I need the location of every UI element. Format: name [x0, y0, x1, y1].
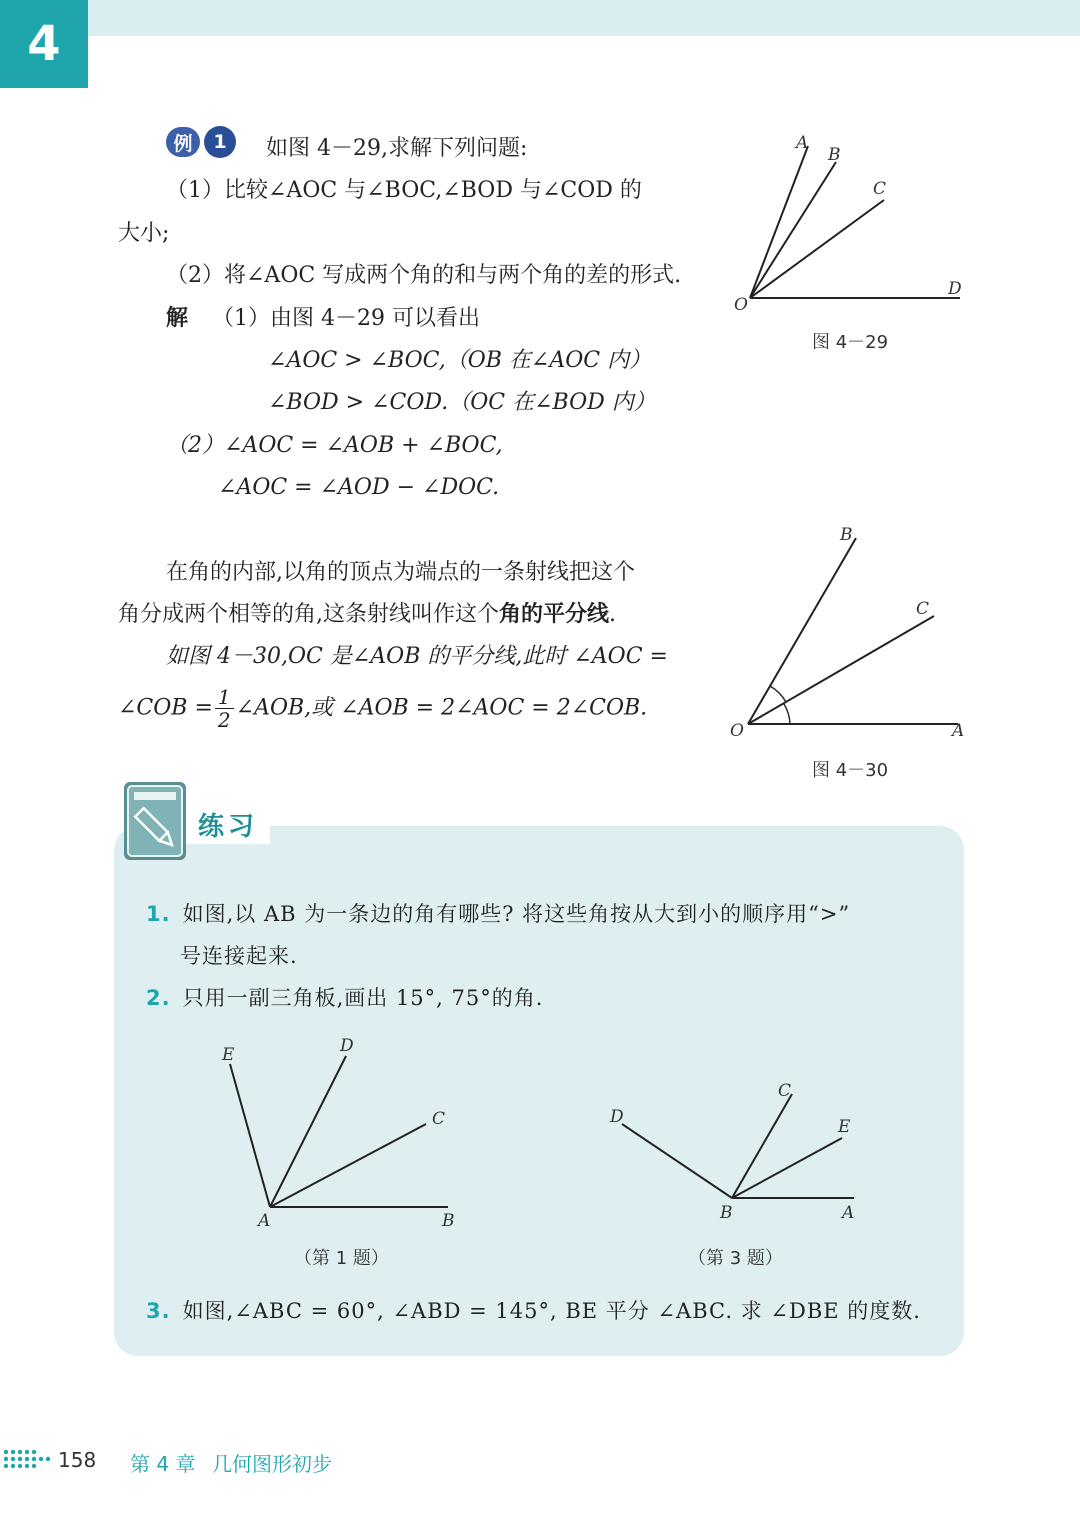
example-badge-char: 例	[166, 127, 200, 157]
ray-BD	[622, 1124, 732, 1198]
solution-1a: ∠AOC > ∠BOC,（OB 在∠AOC 内）	[268, 348, 652, 373]
solution-2b: ∠AOC = ∠AOD − ∠DOC.	[218, 475, 500, 500]
footer-dots-icon	[2, 1444, 54, 1476]
ray-OA	[750, 146, 808, 298]
figure-question-1-caption: （第 1 题）	[294, 1248, 389, 1269]
label-E: E	[222, 1045, 235, 1065]
bisector-p1-line2-text: 角分成两个相等的角,这条射线叫作这个	[118, 602, 499, 627]
label-A: A	[842, 1203, 855, 1223]
ray-OB	[750, 162, 836, 298]
footer-chapter: 第 4 章	[130, 1452, 196, 1476]
label-A: A	[796, 133, 809, 153]
figure-4-29	[728, 128, 968, 358]
example-badge-num: 1	[204, 126, 236, 158]
label-D: D	[610, 1107, 624, 1127]
practice-q1	[146, 901, 850, 927]
practice-title: 练习	[198, 812, 259, 842]
ray-OC	[750, 200, 884, 298]
ray-OB	[748, 538, 856, 724]
q1-number: 1.	[146, 902, 171, 926]
ray-AC	[270, 1124, 426, 1207]
figure-question-1	[212, 1032, 472, 1232]
q2-text: 只用一副三角板,画出 15°, 75°的角.	[182, 986, 544, 1010]
page-number: 158	[58, 1448, 97, 1472]
label-O: O	[734, 295, 748, 315]
chapter-number-box: 4	[0, 0, 88, 88]
label-A: A	[952, 721, 965, 741]
label-D: D	[340, 1036, 354, 1056]
solution-2a: （2）∠AOC = ∠AOB + ∠BOC,	[166, 433, 503, 458]
example-intro: 如图 4－29,求解下列问题:	[266, 136, 528, 161]
solution-1: （1）由图 4－29 可以看出	[212, 306, 480, 331]
bisector-p2-line2	[118, 686, 647, 731]
label-C: C	[873, 179, 887, 199]
ray-OC	[748, 616, 934, 724]
figure-4-30	[726, 520, 972, 750]
label-C: C	[432, 1109, 446, 1129]
q3-text: 如图,∠ABC = 60°, ∠ABD = 145°, BE 平分 ∠ABC. 求 ∠DBE 的度数.	[182, 1299, 921, 1323]
bisector-p1-end: .	[609, 602, 617, 627]
bisector-p2-line1: 如图 4－30,OC 是∠AOB 的平分线,此时 ∠AOC =	[166, 644, 668, 669]
angle-arc-2	[784, 704, 790, 724]
practice-q1-line2: 号连接起来.	[180, 944, 298, 968]
solution-1b: ∠BOD > ∠COD.（OC 在∠BOD 内）	[268, 390, 656, 415]
figure-question-3	[600, 1076, 870, 1226]
example-q2: （2）将∠AOC 写成两个角的和与两个角的差的形式.	[166, 263, 682, 288]
solution-label: 解	[166, 306, 189, 331]
label-B: B	[442, 1211, 455, 1231]
label-O: O	[730, 721, 744, 741]
label-B: B	[840, 525, 853, 545]
bisector-p1-line1: 在角的内部,以角的顶点为端点的一条射线把这个	[166, 560, 635, 585]
example-q1-line2: 大小;	[118, 221, 170, 246]
q2-number: 2.	[146, 986, 171, 1010]
angle-arc-1	[770, 686, 786, 702]
label-B: B	[720, 1203, 733, 1223]
q3-number: 3.	[146, 1299, 171, 1323]
footer-title: 几何图形初步	[212, 1452, 332, 1476]
ray-AD	[270, 1056, 346, 1207]
figure-4-29-caption: 图 4－29	[812, 332, 889, 353]
example-q1-line1: （1）比较∠AOC 与∠BOC,∠BOD 与∠COD 的	[166, 178, 642, 203]
label-A: A	[258, 1211, 271, 1231]
label-B: B	[828, 145, 841, 165]
figure-question-3-caption: （第 3 题）	[688, 1248, 783, 1269]
bisector-p1-line2	[118, 602, 616, 628]
fraction-num: 1	[215, 686, 234, 709]
ray-AE	[230, 1064, 270, 1207]
notebook-pencil-icon	[118, 778, 190, 864]
fraction-den: 2	[217, 708, 231, 732]
bisector-p2-pre: ∠COB =	[118, 695, 213, 721]
practice-q3	[146, 1298, 921, 1324]
top-band	[0, 0, 1080, 36]
label-C: C	[916, 599, 930, 619]
label-C: C	[778, 1081, 792, 1101]
figure-4-30-caption: 图 4－30	[812, 760, 889, 781]
label-E: E	[838, 1117, 851, 1137]
fraction-half	[215, 686, 234, 731]
bisector-p2-post: ∠AOB,或 ∠AOB = 2∠AOC = 2∠COB.	[235, 695, 648, 721]
bisector-term: 角的平分线	[499, 602, 610, 627]
label-D: D	[948, 279, 962, 299]
example-badge	[166, 126, 242, 158]
practice-q2	[146, 985, 543, 1011]
q1-line1: 如图,以 AB 为一条边的角有哪些? 将这些角按从大到小的顺序用“>”	[182, 902, 851, 926]
